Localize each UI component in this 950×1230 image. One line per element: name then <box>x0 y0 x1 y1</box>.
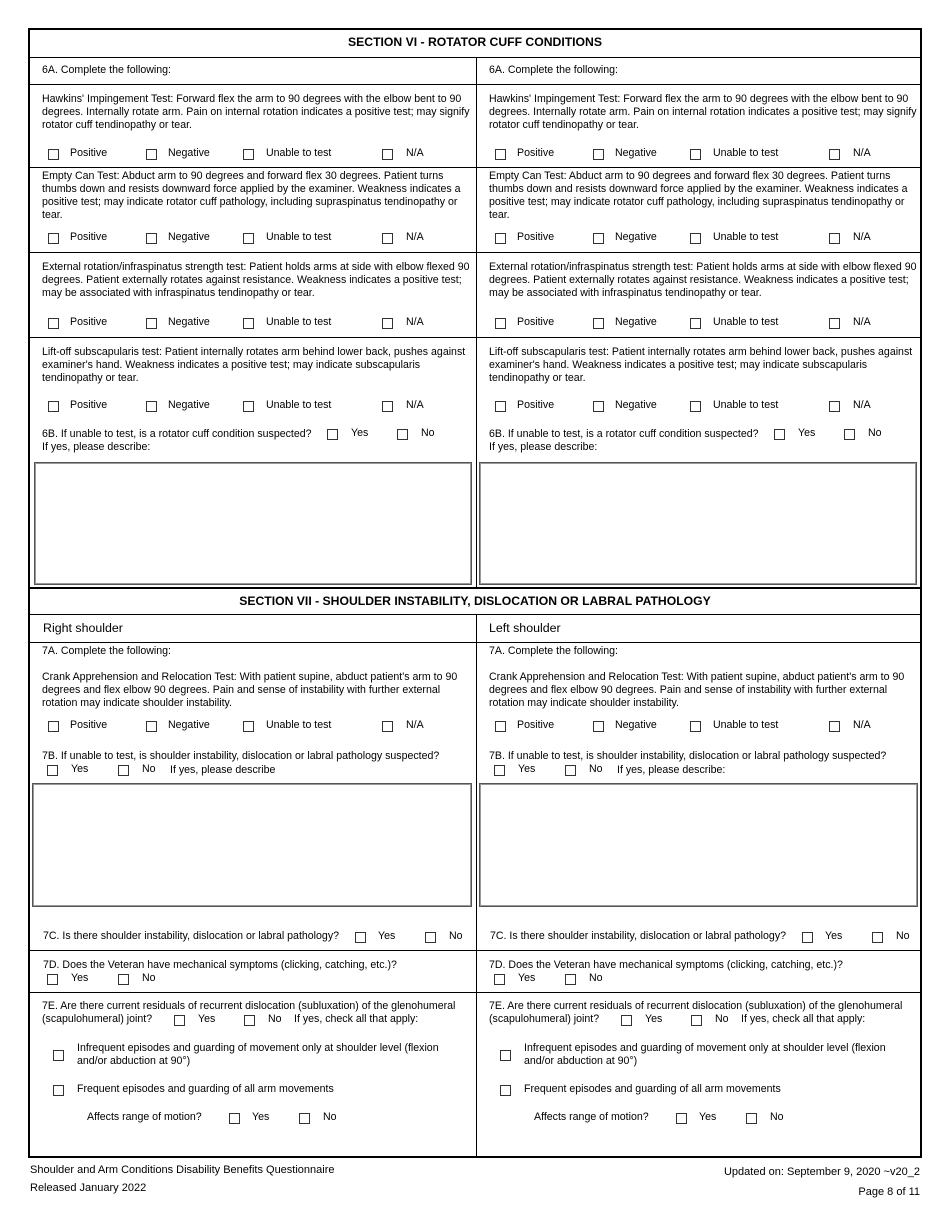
q6b-describe-textarea[interactable] <box>479 462 917 585</box>
hawkins-unable-checkbox[interactable] <box>690 149 701 160</box>
hawkins-test-text: Hawkins' Impingement Test: Forward flex the arm to 90 degrees with the elbow bent to 90 degrees. Internally rotate arm. Pain on internal rotation indicates a positive test; may signify rotator cuff tendinopathy or tear. <box>489 93 917 131</box>
q7d-no-label: No <box>142 972 156 984</box>
q7d-label: 7D. Does the Veteran have mechanical symptoms (clicking, catching, etc.)? <box>43 959 397 971</box>
external-rotation-unable-label: Unable to test <box>713 316 779 328</box>
divider <box>30 992 476 993</box>
crank-unable-label: Unable to test <box>713 719 779 731</box>
q7b-yes-checkbox[interactable] <box>494 765 505 776</box>
q7d-yes-checkbox[interactable] <box>494 974 505 985</box>
lift-off-na-label: N/A <box>406 399 424 411</box>
q7e-yes-label: Yes <box>645 1013 663 1025</box>
empty-can-test-text: Empty Can Test: Abduct arm to 90 degrees and forward flex 30 degrees. Patient turns thumbs down and resists downward force applied by the examiner. Weakness indicates a positive test; may indicate rotator cuff pathology, including supraspinatus tendinopathy or tear. <box>42 170 461 221</box>
divider <box>30 337 476 338</box>
empty-can-negative-checkbox[interactable] <box>593 233 604 244</box>
external-rotation-positive-checkbox[interactable] <box>495 318 506 329</box>
q6b-followup-label: If yes, please describe: <box>42 441 151 453</box>
q6b-label: 6B. If unable to test, is a rotator cuff condition suspected? <box>42 428 312 440</box>
external-rotation-unable-label: Unable to test <box>266 316 332 328</box>
section-divider <box>30 587 920 589</box>
affects-rom-no-checkbox[interactable] <box>746 1113 757 1124</box>
divider <box>476 252 920 253</box>
hawkins-positive-checkbox[interactable] <box>495 149 506 160</box>
lift-off-test-text: Lift-off subscapularis test: Patient internally rotates arm behind lower back, pushes against examiner's hand. Weakness indicates a positive test; may indicate subscapularis tendinopathy or tear. <box>42 346 466 384</box>
affects-rom-yes-label: Yes <box>252 1111 270 1123</box>
lift-off-negative-checkbox[interactable] <box>146 401 157 412</box>
q6b-yes-label: Yes <box>351 427 369 439</box>
q6a-label: 6A. Complete the following: <box>489 64 618 76</box>
q7b-no-checkbox[interactable] <box>118 765 129 776</box>
hawkins-negative-checkbox[interactable] <box>146 149 157 160</box>
external-rotation-negative-checkbox[interactable] <box>593 318 604 329</box>
frequent-episodes-checkbox[interactable] <box>500 1085 511 1096</box>
empty-can-negative-label: Negative <box>615 231 657 243</box>
external-rotation-na-checkbox[interactable] <box>829 318 840 329</box>
lift-off-unable-checkbox[interactable] <box>243 401 254 412</box>
lift-off-na-checkbox[interactable] <box>382 401 393 412</box>
q7b-label: 7B. If unable to test, is shoulder instability, dislocation or labral pathology suspected? <box>42 750 440 762</box>
divider <box>30 642 476 643</box>
crank-negative-checkbox[interactable] <box>593 721 604 732</box>
lift-off-positive-label: Positive <box>70 399 108 411</box>
hawkins-negative-checkbox[interactable] <box>593 149 604 160</box>
crank-positive-checkbox[interactable] <box>48 721 59 732</box>
q7e-no-label: No <box>268 1013 282 1025</box>
hawkins-na-checkbox[interactable] <box>382 149 393 160</box>
hawkins-na-label: N/A <box>406 147 424 159</box>
divider <box>30 57 920 58</box>
left-shoulder-heading: Left shoulder <box>489 621 561 635</box>
q7a-label: 7A. Complete the following: <box>42 645 171 657</box>
q6b-label: 6B. If unable to test, is a rotator cuff condition suspected? <box>489 428 759 440</box>
q7b-yes-label: Yes <box>71 763 89 775</box>
crank-positive-label: Positive <box>517 719 555 731</box>
crank-na-label: N/A <box>853 719 871 731</box>
crank-unable-label: Unable to test <box>266 719 332 731</box>
affects-rom-yes-label: Yes <box>699 1111 717 1123</box>
q7e-followup-label: If yes, check all that apply: <box>741 1013 866 1025</box>
q7a-label: 7A. Complete the following: <box>489 645 618 657</box>
lift-off-negative-label: Negative <box>168 399 210 411</box>
footer-updated: Updated on: September 9, 2020 ~v20_2 <box>723 1166 920 1178</box>
q7e-label-line1: 7E. Are there current residuals of recurrent dislocation (subluxation) of the glenohumeral <box>42 1000 456 1012</box>
crank-positive-label: Positive <box>70 719 108 731</box>
lift-off-unable-label: Unable to test <box>266 399 332 411</box>
lift-off-negative-checkbox[interactable] <box>593 401 604 412</box>
q7b-no-checkbox[interactable] <box>565 765 576 776</box>
q7d-no-checkbox[interactable] <box>118 974 129 985</box>
empty-can-na-label: N/A <box>853 231 871 243</box>
external-rotation-unable-checkbox[interactable] <box>690 318 701 329</box>
q7c-no-label: No <box>449 930 463 942</box>
divider <box>476 992 920 993</box>
external-rotation-na-checkbox[interactable] <box>382 318 393 329</box>
empty-can-test-text: Empty Can Test: Abduct arm to 90 degrees and forward flex 30 degrees. Patient turns thumbs down and resists downward force applied by the examiner. Weakness indicates a positive test; may indicate rotator cuff pathology, including supraspinatus tendinopathy or tear. <box>489 170 908 221</box>
q6b-followup-label: If yes, please describe: <box>489 441 598 453</box>
divider <box>476 167 920 168</box>
q7d-label: 7D. Does the Veteran have mechanical symptoms (clicking, catching, etc.)? <box>489 959 843 971</box>
external-rotation-negative-label: Negative <box>615 316 657 328</box>
external-rotation-positive-label: Positive <box>70 316 108 328</box>
form-page-frame <box>28 28 922 1158</box>
q6b-yes-checkbox[interactable] <box>774 429 785 440</box>
q7e-label-line2: (scapulohumeral) joint? <box>42 1013 153 1025</box>
crank-unable-checkbox[interactable] <box>690 721 701 732</box>
external-rotation-positive-checkbox[interactable] <box>48 318 59 329</box>
footer-released: Released January 2022 <box>30 1182 147 1194</box>
column-divider <box>476 614 477 1156</box>
affects-rom-label: Affects range of motion? <box>534 1111 649 1123</box>
q7b-followup-label: If yes, please describe: <box>617 764 726 776</box>
footer-page-number: Page 8 of 11 <box>858 1186 920 1198</box>
empty-can-positive-checkbox[interactable] <box>495 233 506 244</box>
q7e-label-line1: 7E. Are there current residuals of recurrent dislocation (subluxation) of the glenohumeral <box>489 1000 903 1012</box>
lift-off-unable-label: Unable to test <box>713 399 779 411</box>
section-7-title: SECTION VII - SHOULDER INSTABILITY, DISLOCATION OR LABRAL PATHOLOGY <box>239 594 711 608</box>
footer-form-name: Shoulder and Arm Conditions Disability Benefits Questionnaire <box>30 1164 335 1176</box>
lift-off-unable-checkbox[interactable] <box>690 401 701 412</box>
q6b-yes-checkbox[interactable] <box>327 429 338 440</box>
q7c-label: 7C. Is there shoulder instability, dislocation or labral pathology? <box>43 930 340 942</box>
divider <box>30 167 476 168</box>
hawkins-test-text: Hawkins' Impingement Test: Forward flex the arm to 90 degrees with the elbow bent to 90 degrees. Internally rotate arm. Pain on internal rotation indicates a positive test; may signify rotator cuff tendinopathy or tear. <box>42 93 470 131</box>
empty-can-na-label: N/A <box>406 231 424 243</box>
q7c-yes-checkbox[interactable] <box>802 932 813 943</box>
empty-can-positive-checkbox[interactable] <box>48 233 59 244</box>
crank-negative-label: Negative <box>168 719 210 731</box>
right-shoulder-heading: Right shoulder <box>43 621 123 635</box>
q6b-no-checkbox[interactable] <box>397 429 408 440</box>
q6a-label: 6A. Complete the following: <box>42 64 171 76</box>
crank-positive-checkbox[interactable] <box>495 721 506 732</box>
divider <box>476 84 920 85</box>
crank-negative-checkbox[interactable] <box>146 721 157 732</box>
q7c-no-checkbox[interactable] <box>872 932 883 943</box>
q7c-no-label: No <box>896 930 910 942</box>
q6b-no-label: No <box>868 427 882 439</box>
crank-test-text: Crank Apprehension and Relocation Test: With patient supine, abduct patient's arm to 90 degrees and flex elbow 90 degrees. Pain and sense of instability with further external rotation may indicate shoulder instability. <box>42 671 458 709</box>
section-6-title: SECTION VI - ROTATOR CUFF CONDITIONS <box>348 35 602 49</box>
frequent-episodes-checkbox[interactable] <box>53 1085 64 1096</box>
q7e-yes-label: Yes <box>198 1013 216 1025</box>
empty-can-unable-label: Unable to test <box>713 231 779 243</box>
q7c-yes-label: Yes <box>825 930 843 942</box>
lift-off-negative-label: Negative <box>615 399 657 411</box>
affects-rom-yes-checkbox[interactable] <box>229 1113 240 1124</box>
q7b-yes-checkbox[interactable] <box>47 765 58 776</box>
empty-can-unable-checkbox[interactable] <box>243 233 254 244</box>
affects-rom-label: Affects range of motion? <box>87 1111 202 1123</box>
q7e-no-checkbox[interactable] <box>244 1015 255 1026</box>
hawkins-unable-label: Unable to test <box>713 147 779 159</box>
crank-na-checkbox[interactable] <box>829 721 840 732</box>
external-rotation-positive-label: Positive <box>517 316 555 328</box>
q6b-no-checkbox[interactable] <box>844 429 855 440</box>
hawkins-negative-label: Negative <box>168 147 210 159</box>
hawkins-positive-label: Positive <box>70 147 108 159</box>
q6b-no-label: No <box>421 427 435 439</box>
q7d-no-label: No <box>589 972 603 984</box>
q7b-no-label: No <box>589 763 603 775</box>
q7c-yes-label: Yes <box>378 930 396 942</box>
q7c-label: 7C. Is there shoulder instability, dislocation or labral pathology? <box>490 930 787 942</box>
hawkins-positive-label: Positive <box>517 147 555 159</box>
crank-na-label: N/A <box>406 719 424 731</box>
empty-can-negative-checkbox[interactable] <box>146 233 157 244</box>
external-rotation-na-label: N/A <box>406 316 424 328</box>
q7b-no-label: No <box>142 763 156 775</box>
q7e-yes-checkbox[interactable] <box>174 1015 185 1026</box>
external-rotation-negative-checkbox[interactable] <box>146 318 157 329</box>
q7e-no-checkbox[interactable] <box>691 1015 702 1026</box>
lift-off-na-checkbox[interactable] <box>829 401 840 412</box>
infrequent-episodes-checkbox[interactable] <box>53 1050 64 1061</box>
q7e-yes-checkbox[interactable] <box>621 1015 632 1026</box>
divider <box>30 950 476 951</box>
hawkins-na-label: N/A <box>853 147 871 159</box>
hawkins-na-checkbox[interactable] <box>829 149 840 160</box>
empty-can-unable-label: Unable to test <box>266 231 332 243</box>
q7d-no-checkbox[interactable] <box>565 974 576 985</box>
lift-off-positive-checkbox[interactable] <box>495 401 506 412</box>
divider <box>476 337 920 338</box>
divider <box>476 950 920 951</box>
external-rotation-test-text: External rotation/infraspinatus strength test: Patient holds arms at side with elbow flexed 90 degrees. Patient externally rotates against resistance. Weakness indicates a positive test; may be associated with infraspinatus tendinopathy or tear. <box>42 261 470 299</box>
q7b-describe-textarea[interactable] <box>32 783 472 907</box>
divider <box>30 252 476 253</box>
q6b-describe-textarea[interactable] <box>34 462 472 585</box>
crank-unable-checkbox[interactable] <box>243 721 254 732</box>
external-rotation-test-text: External rotation/infraspinatus strength test: Patient holds arms at side with elbow flexed 90 degrees. Patient externally rotates against resistance. Weakness indicates a positive test; may be associated with infraspinatus tendinopathy or tear. <box>489 261 917 299</box>
affects-rom-no-checkbox[interactable] <box>299 1113 310 1124</box>
hawkins-positive-checkbox[interactable] <box>48 149 59 160</box>
crank-test-text: Crank Apprehension and Relocation Test: With patient supine, abduct patient's arm to 90 degrees and flex elbow 90 degrees. Pain and sense of instability with further external rotation may indicate shoulder instability. <box>489 671 905 709</box>
hawkins-unable-checkbox[interactable] <box>243 149 254 160</box>
column-divider <box>476 57 477 587</box>
lift-off-na-label: N/A <box>853 399 871 411</box>
infrequent-episodes-label: Infrequent episodes and guarding of movement only at shoulder level (flexion and/or abduction at 90°) <box>524 1042 886 1067</box>
lift-off-test-text: Lift-off subscapularis test: Patient internally rotates arm behind lower back, pushes against examiner's hand. Weakness indicates a positive test; may indicate subscapularis tendinopathy or tear. <box>489 346 913 384</box>
q6b-yes-label: Yes <box>798 427 816 439</box>
divider <box>476 642 920 643</box>
empty-can-positive-label: Positive <box>517 231 555 243</box>
q7e-label-line2: (scapulohumeral) joint? <box>489 1013 600 1025</box>
lift-off-positive-checkbox[interactable] <box>48 401 59 412</box>
q7b-yes-label: Yes <box>518 763 536 775</box>
q7e-followup-label: If yes, check all that apply: <box>294 1013 419 1025</box>
external-rotation-negative-label: Negative <box>168 316 210 328</box>
q7d-yes-label: Yes <box>71 972 89 984</box>
frequent-episodes-label: Frequent episodes and guarding of all arm movements <box>524 1083 781 1095</box>
affects-rom-yes-checkbox[interactable] <box>676 1113 687 1124</box>
q7c-no-checkbox[interactable] <box>425 932 436 943</box>
q7b-describe-textarea[interactable] <box>479 783 918 907</box>
empty-can-positive-label: Positive <box>70 231 108 243</box>
hawkins-unable-label: Unable to test <box>266 147 332 159</box>
crank-negative-label: Negative <box>615 719 657 731</box>
external-rotation-na-label: N/A <box>853 316 871 328</box>
empty-can-negative-label: Negative <box>168 231 210 243</box>
empty-can-na-checkbox[interactable] <box>829 233 840 244</box>
divider <box>30 84 476 85</box>
infrequent-episodes-checkbox[interactable] <box>500 1050 511 1061</box>
q7d-yes-label: Yes <box>518 972 536 984</box>
affects-rom-no-label: No <box>323 1111 337 1123</box>
divider <box>30 614 920 615</box>
q7e-no-label: No <box>715 1013 729 1025</box>
lift-off-positive-label: Positive <box>517 399 555 411</box>
q7b-followup-label: If yes, please describe <box>170 764 276 776</box>
affects-rom-no-label: No <box>770 1111 784 1123</box>
empty-can-na-checkbox[interactable] <box>382 233 393 244</box>
q7c-yes-checkbox[interactable] <box>355 932 366 943</box>
empty-can-unable-checkbox[interactable] <box>690 233 701 244</box>
q7b-label: 7B. If unable to test, is shoulder instability, dislocation or labral pathology suspected? <box>489 750 887 762</box>
hawkins-negative-label: Negative <box>615 147 657 159</box>
infrequent-episodes-label: Infrequent episodes and guarding of movement only at shoulder level (flexion and/or abduction at 90°) <box>77 1042 439 1067</box>
external-rotation-unable-checkbox[interactable] <box>243 318 254 329</box>
crank-na-checkbox[interactable] <box>382 721 393 732</box>
frequent-episodes-label: Frequent episodes and guarding of all arm movements <box>77 1083 334 1095</box>
q7d-yes-checkbox[interactable] <box>47 974 58 985</box>
